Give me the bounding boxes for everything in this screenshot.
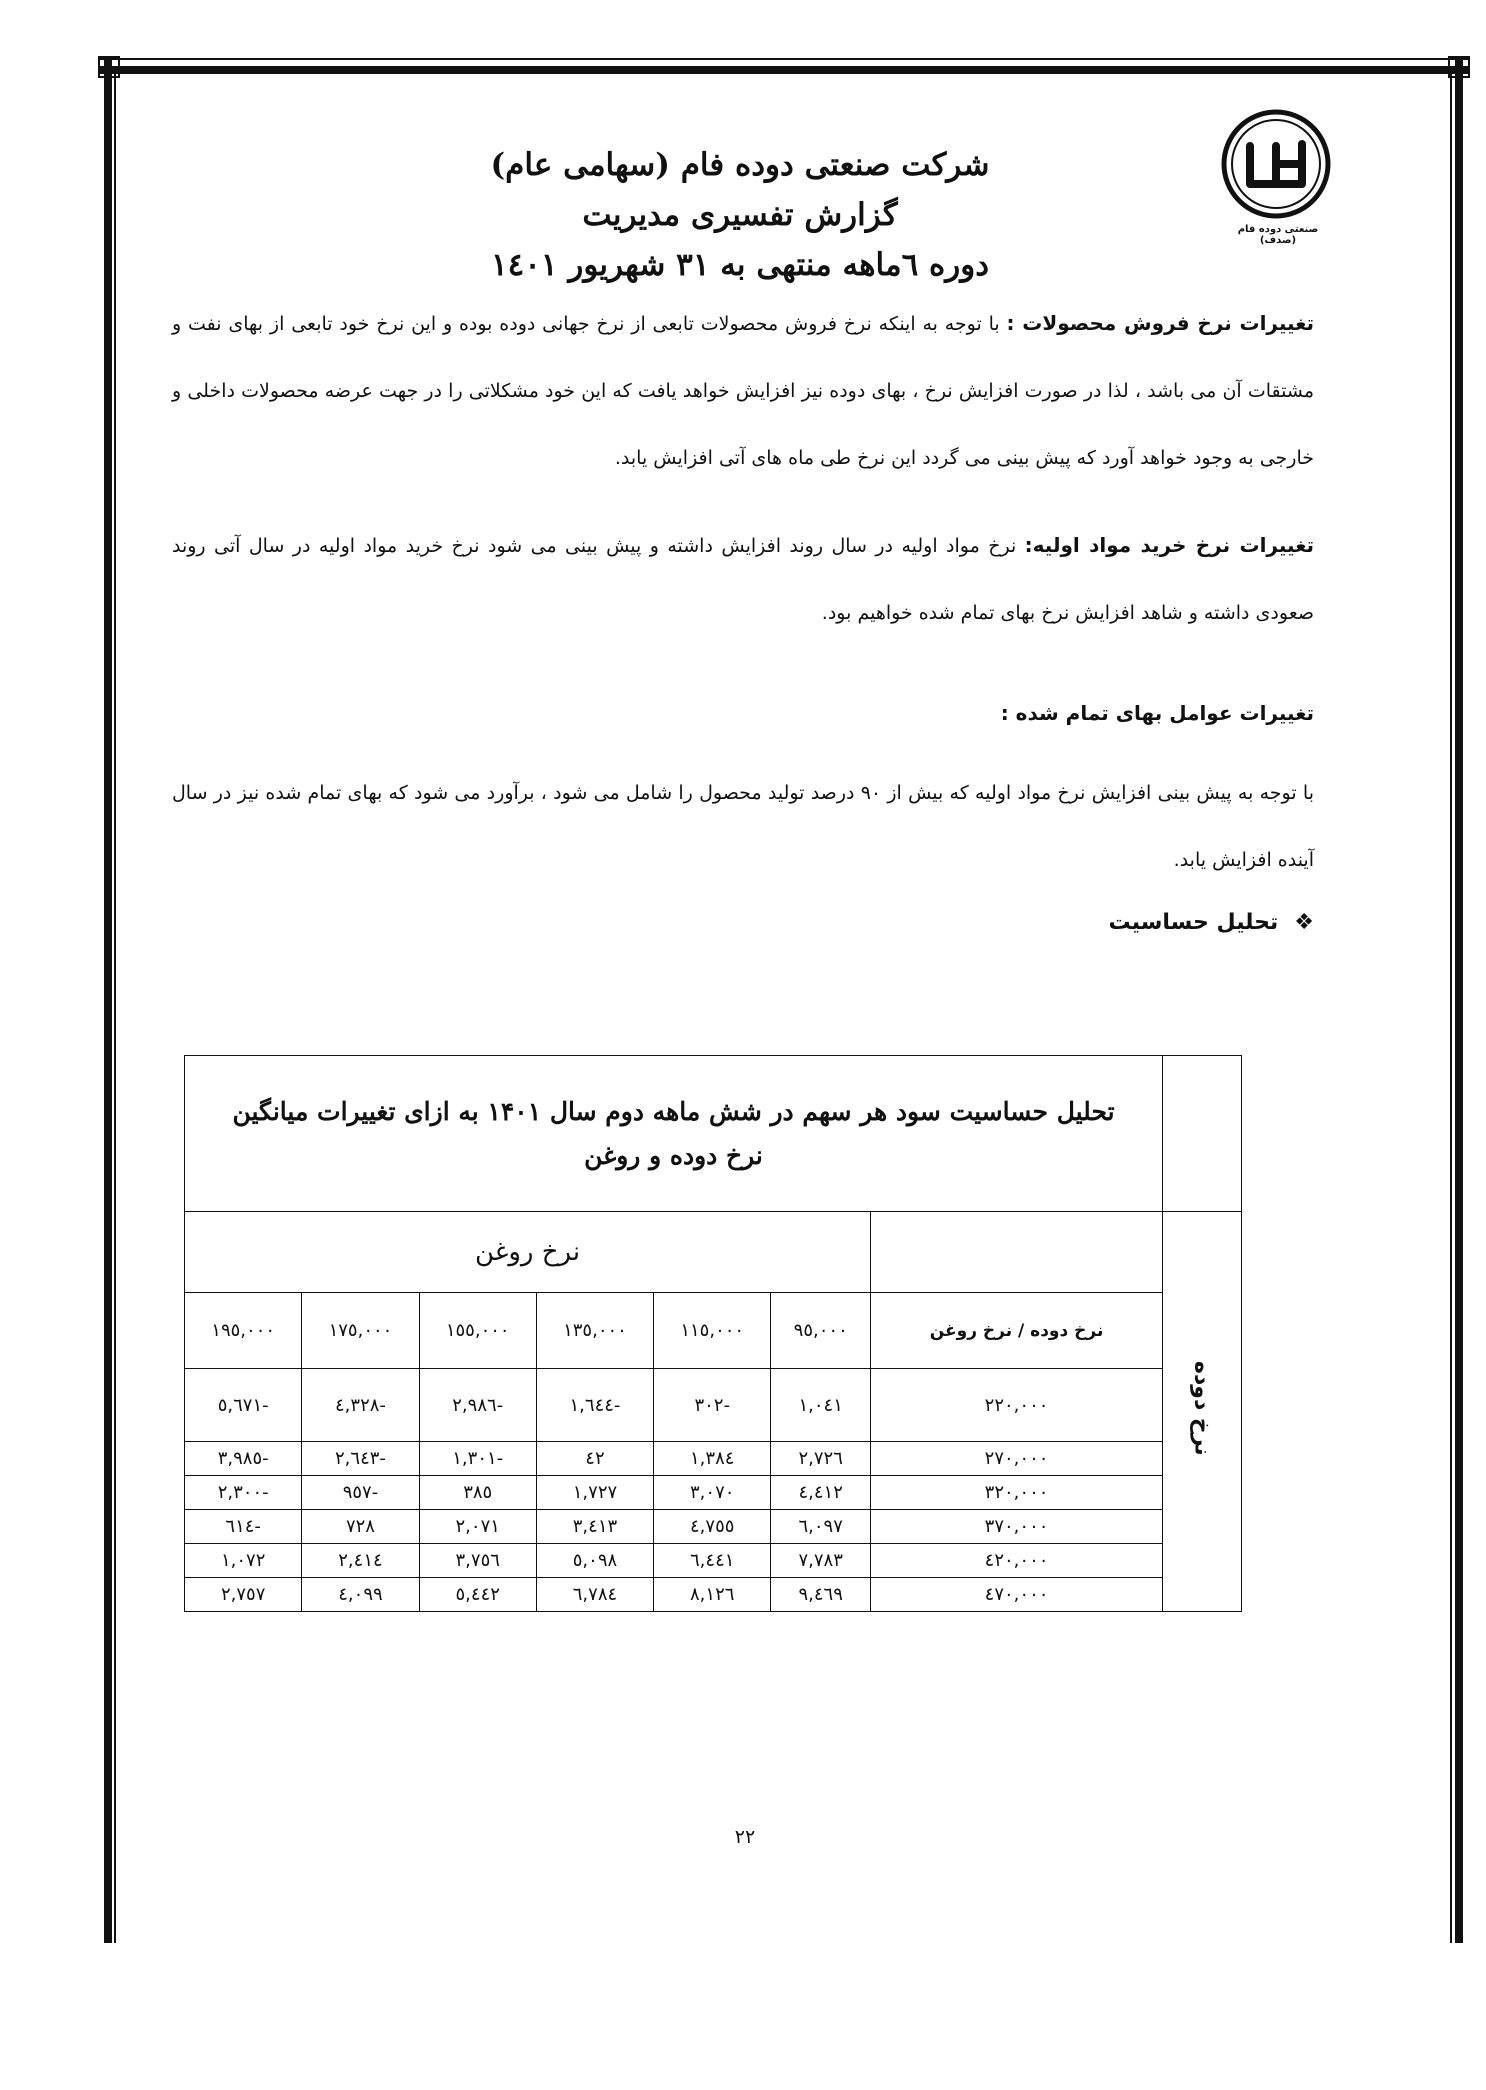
table-cell: -٦١٤: [185, 1510, 302, 1544]
table-cell: ٥,٠٩٨: [536, 1544, 653, 1578]
frame-top-line: [100, 58, 1468, 60]
frame-corner-right: [1448, 56, 1470, 78]
table-cell: -٢,٩٨٦: [419, 1369, 536, 1442]
table-side-blank-top: [1163, 1056, 1242, 1212]
table-cell: ٣,٠٧٠: [654, 1476, 771, 1510]
table-cell: -٥,٦٧١: [185, 1369, 302, 1442]
table-cell: ٤٢: [536, 1442, 653, 1476]
table-cell: ٤,٤١٢: [771, 1476, 871, 1510]
table-column-header: ١٥٥,٠٠٠: [419, 1293, 536, 1369]
table-cell: -١,٣٠١: [419, 1442, 536, 1476]
table-cell: ٨,١٢٦: [654, 1578, 771, 1612]
frame-top: [100, 66, 1468, 74]
table-cell: ٩,٤٦٩: [771, 1578, 871, 1612]
table-column-header: ١٧٥,٠٠٠: [302, 1293, 419, 1369]
report-title: گزارش تفسیری مدیریت: [582, 197, 898, 233]
paragraph-raw-material-title: تغییرات نرخ خرید مواد اولیه:: [1024, 533, 1315, 557]
table-row-label: ٣٢٠,٠٠٠: [871, 1476, 1163, 1510]
table-column-header: ١٣٥,٠٠٠: [536, 1293, 653, 1369]
frame-corner-left: [98, 56, 120, 78]
cost-factors-heading: تغییرات عوامل بهای تمام شده :: [1000, 701, 1314, 725]
table-group-header: نرخ روغن: [185, 1212, 871, 1293]
paragraph-raw-material-text: نرخ مواد اولیه در سال روند افزایش داشته و پیش بینی می شود نرخ خرید مواد اولیه در سال آتی روند صعودی داشته و شاهد افزایش نرخ بهای تمام شده خواهیم بود.: [172, 535, 1314, 624]
table-cell: ٦,٠٩٧: [771, 1510, 871, 1544]
table-side-label: [1163, 1212, 1242, 1612]
table-group-spacer: [871, 1212, 1163, 1293]
table-cell: ٧,٧٨٣: [771, 1544, 871, 1578]
table-cell: ٣,٧٥٦: [419, 1544, 536, 1578]
table-cell: ١,٧٢٧: [536, 1476, 653, 1510]
frame-left-line: [114, 66, 116, 1943]
table-row: [185, 1544, 1242, 1578]
diamond-bullet-icon: ❖: [1294, 910, 1314, 935]
table-row: [185, 1578, 1242, 1612]
table-cell: ٤,٧٥٥: [654, 1510, 771, 1544]
side-label-text: نرخ دوده: [1189, 1361, 1215, 1456]
table-cell: ٧٢٨: [302, 1510, 419, 1544]
report-period: دوره ٦ماهه منتهی به ۳۱ شهریور ١٤٠١: [490, 247, 990, 283]
table-row-label: ٣٧٠,٠٠٠: [871, 1510, 1163, 1544]
table-column-header: ٩٥,٠٠٠: [771, 1293, 871, 1369]
paragraph-sales-price-title: تغییرات نرخ فروش محصولات :: [1006, 311, 1314, 335]
table-header-row: [185, 1293, 1242, 1369]
table-cell: ٢,٧٢٦: [771, 1442, 871, 1476]
table-row: [185, 1510, 1242, 1544]
table-cell: ١,٠٧٢: [185, 1544, 302, 1578]
table-cell: ١,٣٨٤: [654, 1442, 771, 1476]
table-row: [185, 1369, 1242, 1442]
table-cell: -١,٦٤٤: [536, 1369, 653, 1442]
paragraph-sales-price-text: با توجه به اینکه نرخ فروش محصولات تابعی از نرخ جهانی دوده بوده و این نرخ خود تابعی از بهای نفت و مشتقات آن می باشد ، لذا در صورت افزایش نرخ ، بهای دوده نیز افزایش خواهد یافت که این خود مشکلاتی را در جهت عرضه محصولات داخلی و خارجی به وجود خواهد آورد که پیش بینی می گردد این نرخ طی ماه های آتی افزایش یابد.: [172, 313, 1314, 469]
sensitivity-table: [184, 1055, 1242, 1612]
table-corner-header: نرخ دوده / نرخ روغن: [871, 1293, 1163, 1369]
frame-left: [104, 58, 112, 1943]
table-cell: ٢,٠٧١: [419, 1510, 536, 1544]
table-cell: ٢,٤١٤: [302, 1544, 419, 1578]
table-cell: ١,٠٤١: [771, 1369, 871, 1442]
frame-right: [1455, 58, 1463, 1943]
sensitivity-heading-text: تحلیل حساسیت: [1108, 910, 1279, 935]
table-cell: ٣٨٥: [419, 1476, 536, 1510]
table-row-label: ٢٢٠,٠٠٠: [871, 1369, 1163, 1442]
report-header: [380, 140, 1100, 290]
table-cell: -٤,٣٢٨: [302, 1369, 419, 1442]
table-row: [185, 1476, 1242, 1510]
table-cell: ٥,٤٤٢: [419, 1578, 536, 1612]
sensitivity-heading: [1108, 910, 1314, 935]
table-cell: ٤,٠٩٩: [302, 1578, 419, 1612]
company-name: شرکت صنعتی دوده فام (سهامی عام): [490, 147, 990, 183]
table-row-label: ٢٧٠,٠٠٠: [871, 1442, 1163, 1476]
paragraph-cost-factors: با توجه به پیش بینی افزایش نرخ مواد اولیه که بیش از ۹۰ درصد تولید محصول را شامل می شود ، برآورد می شود که بهای تمام شده نیز در سال آینده افزایش یابد.: [172, 782, 1314, 871]
table-title: تحلیل حساسیت سود هر سهم در شش ماهه دوم سال ۱۴۰۱ به ازای تغییرات میانگین نرخ دوده و روغن: [185, 1056, 1163, 1212]
table-row-label: ٤٢٠,٠٠٠: [871, 1544, 1163, 1578]
table-cell: -٩٥٧: [302, 1476, 419, 1510]
table-cell: -٢,٣٠٠: [185, 1476, 302, 1510]
table-cell: -٣٠٢: [654, 1369, 771, 1442]
paragraph-sales-price: [172, 290, 1314, 492]
table-column-header: ١١٥,٠٠٠: [654, 1293, 771, 1369]
table-column-header: ١٩٥,٠٠٠: [185, 1293, 302, 1369]
table-row: [185, 1442, 1242, 1476]
company-logo-icon: [1220, 108, 1332, 220]
table-row-label: ٤٧٠,٠٠٠: [871, 1578, 1163, 1612]
frame-right-line: [1450, 66, 1452, 1943]
table-cell: -٣,٩٨٥: [185, 1442, 302, 1476]
table-cell: ٣,٤١٣: [536, 1510, 653, 1544]
page-number: ٢٢: [734, 1826, 756, 1848]
paragraph-cost-factors-title: [172, 680, 1314, 748]
table-cell: ٢,٧٥٧: [185, 1578, 302, 1612]
table-cell: ٦,٧٨٤: [536, 1578, 653, 1612]
logo-caption: صنعتی دوده فام (صدف): [1237, 224, 1319, 246]
table-cell: -٢,٦٤٣: [302, 1442, 419, 1476]
paragraph-raw-material: [172, 512, 1314, 647]
table-cell: ٦,٤٤١: [654, 1544, 771, 1578]
